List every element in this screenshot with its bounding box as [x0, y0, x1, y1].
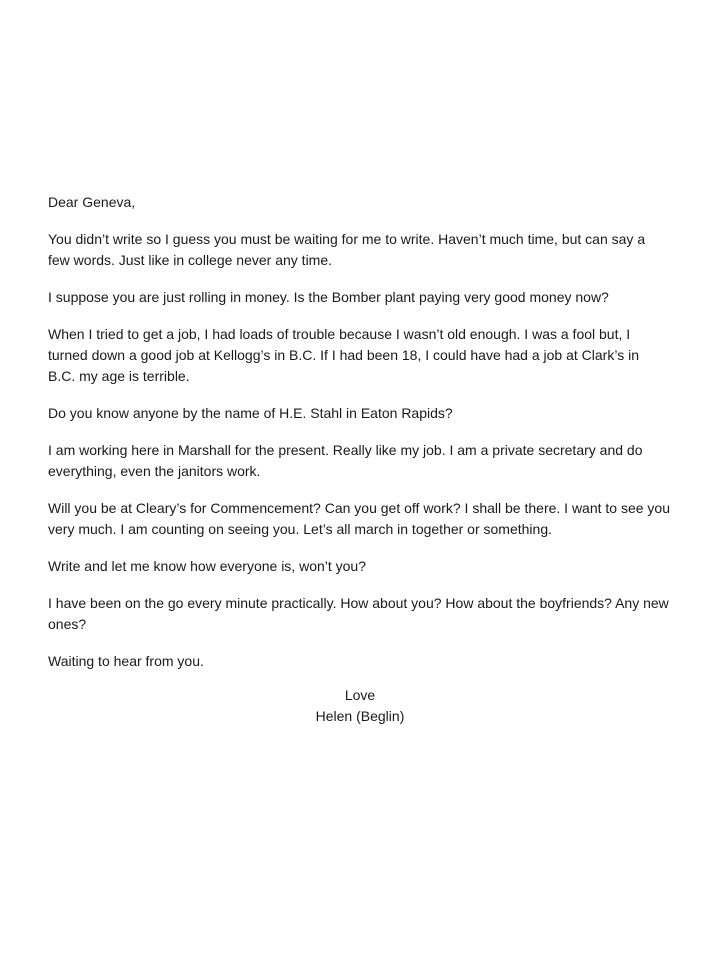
letter-body	[48, 192, 670, 688]
signature: Helen (Beglin)	[315, 708, 405, 724]
letter-closing	[0, 685, 720, 727]
paragraph: I am working here in Marshall for the present. Really like my job. I am a private secretary and do everything, even the janitors work.	[48, 442, 643, 479]
paragraph: I suppose you are just rolling in money. Is the Bomber plant paying very good money now?	[48, 289, 609, 305]
paragraph: I have been on the go every minute practically. How about you? How about the boyfriends? Any new ones?	[48, 595, 669, 632]
closing-word: Love	[344, 687, 376, 703]
paragraph: Waiting to hear from you.	[48, 653, 204, 669]
paragraph: When I tried to get a job, I had loads of trouble because I wasn’t old enough. I was a fool but, I turned down a good job at Kellogg’s in B.C. If I had been 18, I could have had a job at Clark’s in B.C. my age is terrible.	[48, 326, 639, 384]
salutation: Dear Geneva,	[48, 194, 136, 210]
paragraph: Write and let me know how everyone is, won’t you?	[48, 558, 367, 574]
paragraph: Do you know anyone by the name of H.E. Stahl in Eaton Rapids?	[48, 405, 453, 421]
paragraph: Will you be at Cleary’s for Commencement? Can you get off work? I shall be there. I want to see you very much. I am counting on seeing you. Let’s all march in together or something.	[48, 500, 671, 537]
paragraph: You didn’t write so I guess you must be waiting for me to write. Haven’t much time, but can say a few words. Just like in college never any time.	[48, 231, 646, 268]
